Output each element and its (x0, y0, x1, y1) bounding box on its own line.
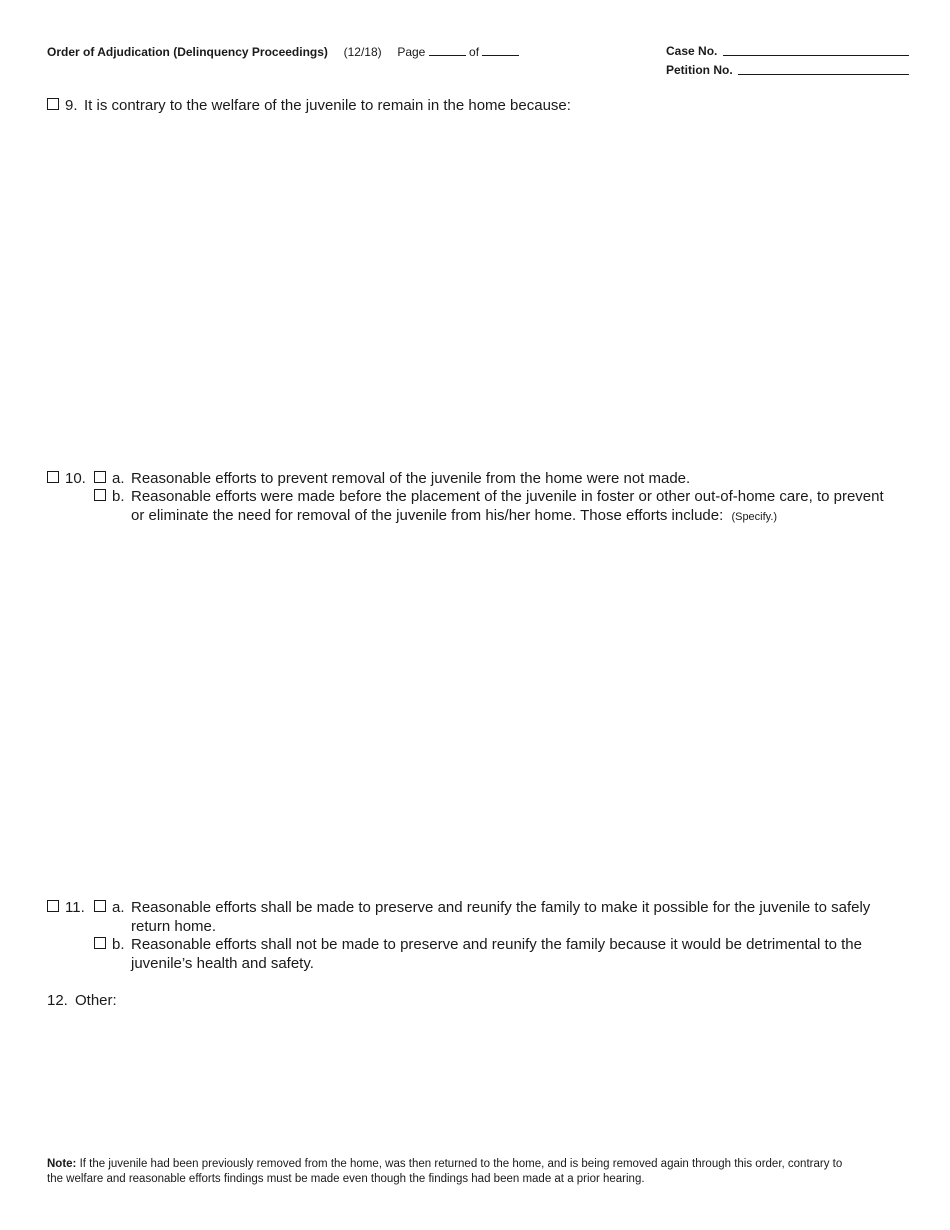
item12-number: 12. (47, 992, 68, 1009)
page-number-field[interactable] (429, 44, 466, 56)
form-title: Order of Adjudication (Delinquency Proceedings) (47, 45, 328, 59)
item11a-label: a. (112, 899, 125, 916)
item10b-text-line1: Reasonable efforts were made before the placement of the juvenile in foster or other out-of-home care, to prevent (131, 488, 884, 505)
page-label: Page (397, 45, 426, 59)
item11b-text-line2: juvenile’s health and safety. (131, 955, 314, 972)
item10b-label: b. (112, 488, 125, 505)
of-label: of (469, 45, 480, 59)
case-no-label: Case No. (666, 44, 718, 58)
petition-no-field[interactable] (738, 74, 909, 75)
item9-number: 9. (65, 97, 78, 114)
item9-checkbox[interactable] (47, 98, 59, 110)
item10b-specify: (Specify.) (731, 511, 778, 523)
item10a-label: a. (112, 470, 125, 487)
form-header (47, 44, 519, 59)
note-line1: If the juvenile had been previously removed from the home, was then returned to the home, and is being removed again through this order, contrary to (79, 1158, 843, 1170)
item11-number: 11. (65, 899, 85, 916)
note-label: Note: (47, 1158, 77, 1170)
item10b-checkbox[interactable] (94, 489, 106, 501)
item11-checkbox[interactable] (47, 900, 59, 912)
item9-text: It is contrary to the welfare of the juvenile to remain in the home because: (84, 97, 571, 114)
item10-number: 10. (65, 470, 86, 487)
case-no-field[interactable] (723, 55, 909, 56)
item11a-text-line2: return home. (131, 918, 217, 935)
form-version: (12/18) (343, 45, 382, 59)
item11b-label: b. (112, 936, 125, 953)
petition-no-row (666, 63, 733, 77)
item10b-text-line2-row (131, 506, 777, 527)
petition-no-label: Petition No. (666, 63, 733, 77)
item11b-text-line1: Reasonable efforts shall not be made to preserve and reunify the family because it would be detrimental to the (131, 936, 862, 953)
item11a-checkbox[interactable] (94, 900, 106, 912)
item11b-checkbox[interactable] (94, 937, 106, 949)
item10-checkbox[interactable] (47, 471, 59, 483)
case-no-row (666, 44, 717, 58)
item11a-text-line1: Reasonable efforts shall be made to preserve and reunify the family to make it possible for the juvenile to safely (131, 899, 871, 916)
item10a-checkbox[interactable] (94, 471, 106, 483)
footer-note-line1-row (47, 1157, 842, 1172)
item12-text: Other: (75, 992, 117, 1009)
note-line2: the welfare and reasonable efforts findings must be made even though the findings had been made at a prior hearing. (47, 1173, 645, 1185)
page-total-field[interactable] (482, 44, 519, 56)
item10b-text-line2: or eliminate the need for removal of the juvenile from his/her home. Those efforts include: (131, 507, 724, 524)
item10a-text: Reasonable efforts to prevent removal of the juvenile from the home were not made. (131, 470, 691, 487)
